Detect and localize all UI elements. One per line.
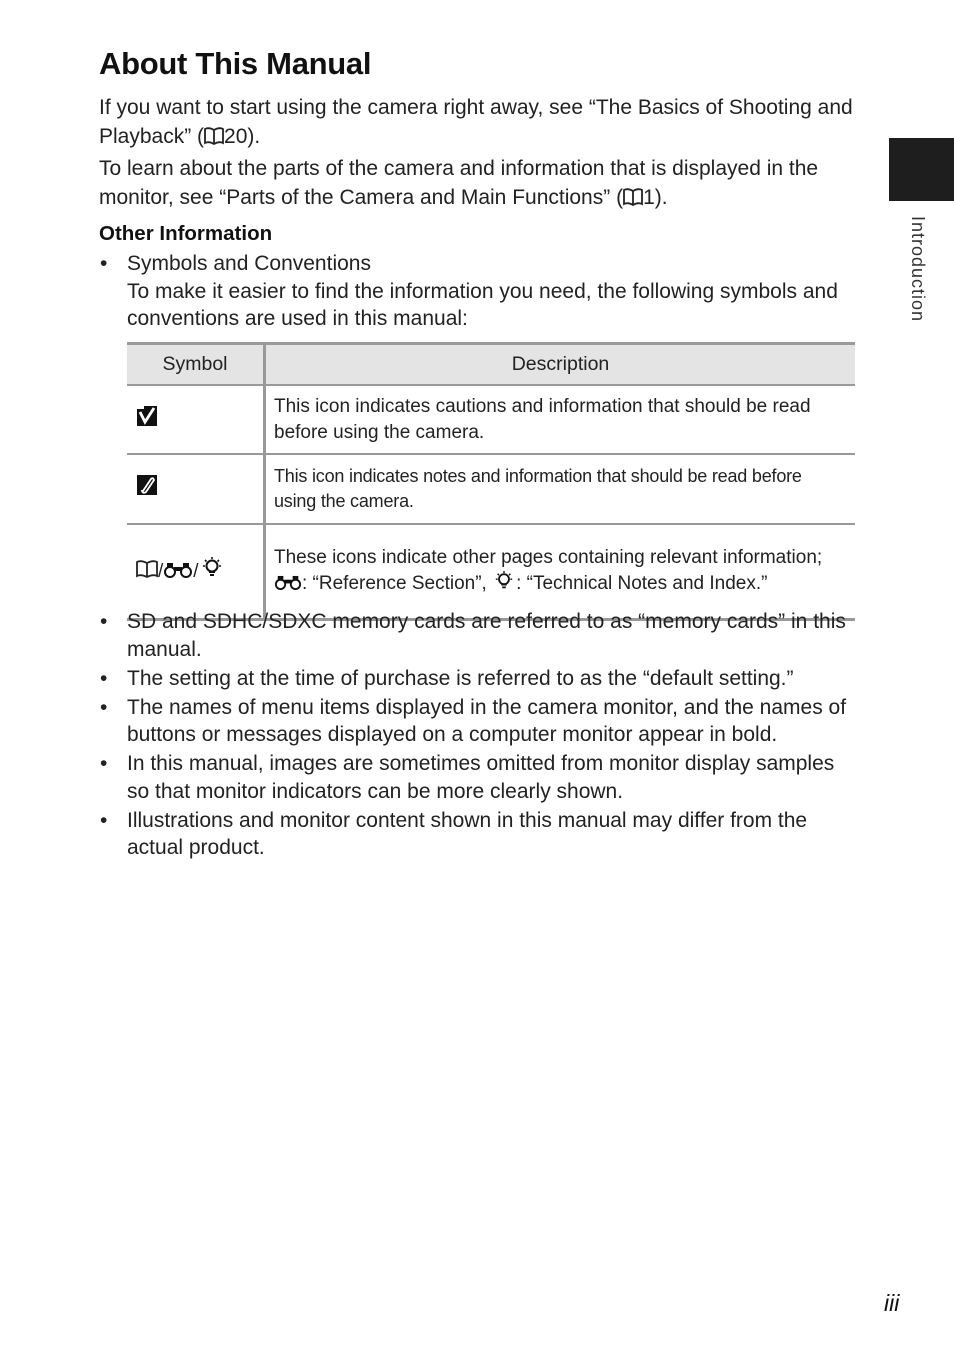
bullet: • [100,752,108,775]
table-header-description: Description [265,344,856,386]
table-row [127,524,855,620]
book-reference-icon [623,186,643,215]
technical-notes-icon [492,571,516,599]
section-tab-marker [889,138,954,201]
bullet: • [100,252,108,275]
intro-paragraph-2: To learn about the parts of the camera and information that is displayed in the monitor, see “Parts of the Camera and Main Functions” ( 1). [99,154,859,215]
table-row [127,454,855,524]
page-number: iii [884,1290,900,1316]
page-ref[interactable]: 20 [224,125,248,148]
list-item: • Illustrations and monitor content shown in this manual may differ from the actual product. [100,808,808,859]
bullet: • [100,666,108,690]
bullet: • [100,695,108,719]
section-tab-label: Introduction [908,216,928,323]
book-reference-icon [204,125,224,154]
list-item-title: Symbols and Conventions [127,252,371,275]
page-title: About This Manual [99,46,372,81]
description-cell: These icons indicate other pages containing relevant information; : “Reference Section”, : “Technical Notes and Index.” [265,524,856,620]
conventions-list [99,608,859,863]
symbol-cell [127,454,265,524]
symbol-cell [127,385,265,454]
book-reference-icon [136,559,158,587]
list-item: • The names of menu items displayed in the camera monitor, and the names of buttons or messages displayed on a computer monitor appear in bold. [100,695,847,746]
bullet: • [100,610,108,633]
reference-section-icon [163,561,193,587]
separator: / [193,560,199,582]
list-item: • SD and SDHC/SDXC memory cards are referred to as “memory cards” in this manual. [100,610,846,661]
bullet: • [100,808,108,832]
description-cell: This icon indicates cautions and information that should be read before using the camera. [265,385,856,454]
reference-section-icon [274,573,302,599]
symbols-table [127,342,855,621]
table-row [127,385,855,454]
caution-icon [136,411,158,432]
table-header-symbol: Symbol [127,344,265,386]
symbol-cell [127,524,265,620]
list-item: • In this manual, images are sometimes omitted from monitor display samples so that monitor indicators can be more clearly shown. [100,752,835,803]
symbols-conventions-bullet [99,250,859,333]
other-information-heading: Other Information [99,222,273,245]
list-item [99,250,859,333]
technical-notes-icon [199,557,225,587]
intro-paragraph-1: If you want to start using the camera right away, see “The Basics of Shooting and Playback” ( 20). [99,93,859,154]
note-icon [136,480,158,501]
list-item-text: To make it easier to find the information you need, the following symbols and conventions are used in this manual: [127,279,838,330]
intro-text [99,93,859,215]
list-item: • The setting at the time of purchase is referred to as the “default setting.” [99,665,859,693]
separator: / [158,560,164,582]
description-cell: This icon indicates notes and information that should be read before using the camera. [265,454,856,524]
page-ref[interactable]: 1 [643,186,655,209]
